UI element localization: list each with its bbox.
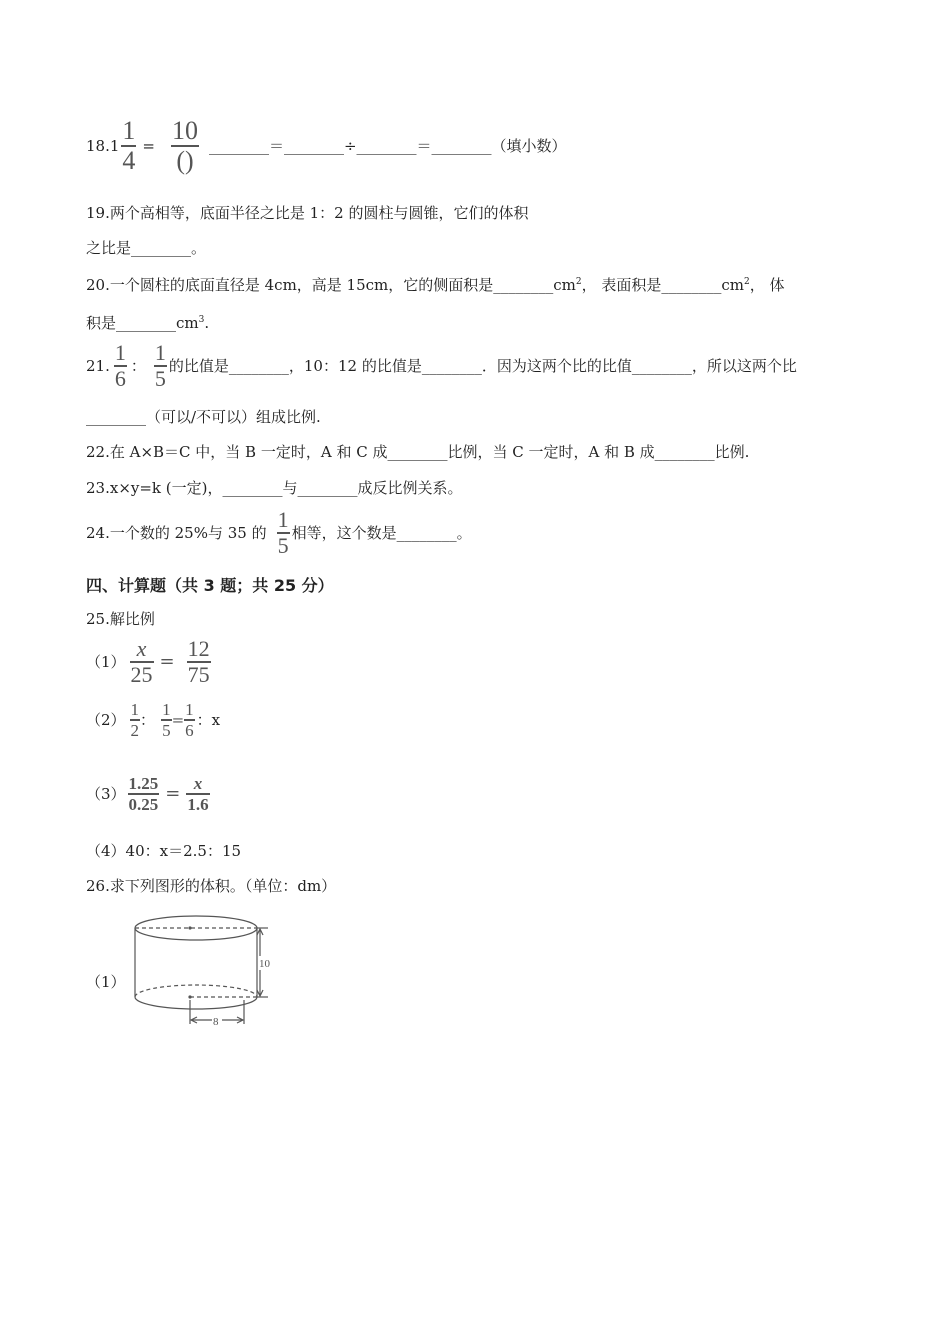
question-21-line-2[interactable]: ________（可以/不可以）组成比例.	[86, 408, 321, 426]
q18-blanks[interactable]: ________＝________÷________＝________（填小数）	[208, 137, 567, 155]
question-24[interactable]: 24.一个数的 25%与 35 的 $\frac{1}{5}$ 相等，这个数是________。	[86, 507, 472, 558]
cylinder-height-label: 10	[259, 958, 270, 970]
q25-part-3[interactable]: （3） $\frac{1.25}{0.25}$ = $\frac{x}{1.6}$	[86, 774, 209, 814]
q25-3-fraction-1.25-0.25: $\frac{1.25}{0.25}$	[128, 774, 159, 814]
question-20-line-1[interactable]: 20.一个圆柱的底面直径是 4cm，高是 15cm，它的侧面积是$\_\_\_\_\_\_\_\_cm^2$， 表面积是$\_\_\_\_\_\_\_\_cm^2$， 体	[86, 276, 785, 294]
q21-fraction-1-5: $\frac{1}{5}$	[154, 340, 166, 391]
question-19-line-1: 19.两个高相等，底面半径之比是 1：2 的圆柱与圆锥，它们的体积	[86, 204, 529, 222]
q25-part-4[interactable]: （4）40：x＝2.5：15	[86, 842, 242, 860]
question-21-line-1[interactable]: 21. $\frac{1}{6}$ ： $\frac{1}{5}$ 的比值是________，10：12 的比值是________．因为这两个比的比值________，所以这两个比	[86, 340, 797, 391]
cylinder-diagram	[128, 908, 278, 1032]
question-20-line-2[interactable]: 积是$\_\_\_\_\_\_\_\_cm^3$.	[86, 314, 210, 332]
question-18	[86, 118, 567, 174]
q25-1-fraction-12-75: $\frac{12}{75}$	[187, 636, 210, 687]
q18-number: 18.	[86, 137, 110, 155]
q25-2-fraction-1-5: $\frac{1}{5}$	[162, 700, 171, 740]
q18-fraction-10-blank: $\frac{10}{()}$	[171, 116, 198, 175]
section-4-heading: 四、计算题（共 3 题；共 25 分）	[86, 576, 334, 595]
cylinder-radius-label: 8	[213, 1016, 219, 1028]
q26-part-1-label: （1）	[86, 973, 126, 991]
q21-fraction-1-6: $\frac{1}{6}$	[114, 340, 126, 391]
question-22[interactable]: 22.在 A×B＝C 中，当 B 一定时，A 和 C 成________比例，当 C 一定时，A 和 B 成________比例.	[86, 443, 750, 461]
question-23[interactable]: 23.x×y=k (一定)，________与________成反比例关系。	[86, 479, 463, 497]
question-19-line-2[interactable]: 之比是________。	[86, 239, 207, 257]
q25-1-fraction-x-25: $\frac{x}{25}$	[130, 636, 153, 687]
q25-3-fraction-x-1.6: $\frac{x}{1.6}$	[187, 774, 209, 814]
q25-2-fraction-1-6: $\frac{1}{6}$	[185, 700, 194, 740]
q18-fraction-1-4: $\frac{1}{4}$	[122, 116, 136, 175]
q18-equals: =	[142, 137, 155, 155]
q25-part-1[interactable]: （1） $\frac{x}{25}$ = $\frac{12}{75}$	[86, 636, 210, 687]
question-26-title: 26.求下列图形的体积。（单位：dm）	[86, 877, 337, 895]
question-25-title: 25.解比例	[86, 610, 155, 628]
q24-fraction-1-5: $\frac{1}{5}$	[277, 507, 289, 558]
q18-whole: 1	[109, 137, 120, 155]
q25-part-2[interactable]: （2） $\frac{1}{2}$ ： $\frac{1}{5}$ = $\frac{1}{6}$ ：x	[86, 700, 221, 740]
q25-2-fraction-1-2: $\frac{1}{2}$	[130, 700, 140, 740]
